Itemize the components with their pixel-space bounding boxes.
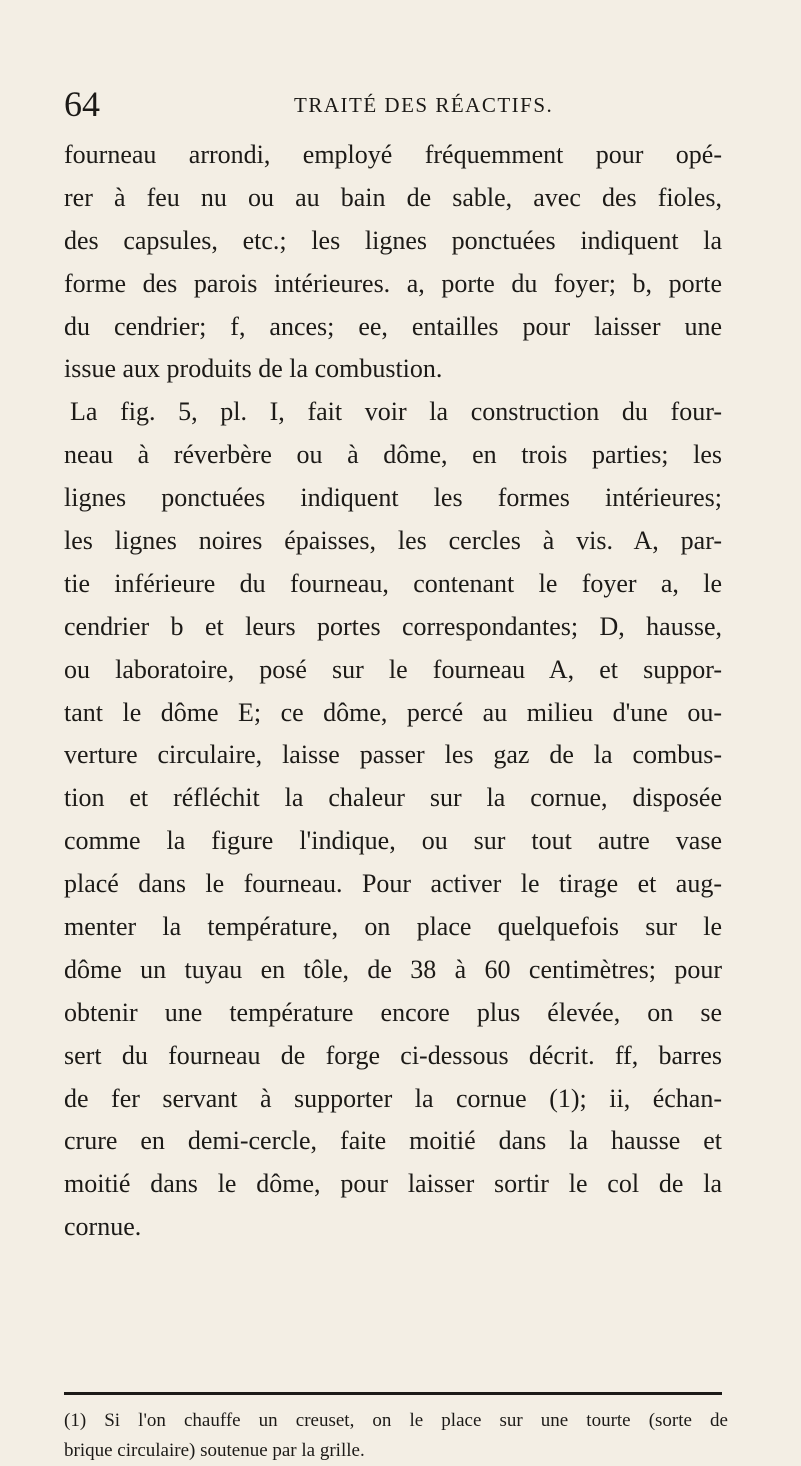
text-line: sert du fourneau de forge ci-dessous décrit. ff, barres xyxy=(64,1040,722,1070)
running-title: TRAITÉ DES RÉACTIFS. xyxy=(294,93,554,117)
text-line: placé dans le fourneau. Pour activer le tirage et aug- xyxy=(64,869,722,899)
text-line: cendrier b et leurs portes correspondantes; D, hausse, xyxy=(64,611,722,641)
text-line: moitié dans le dôme, pour laisser sortir le col de la xyxy=(64,1169,722,1199)
text-line: forme des parois intérieures. a, porte du foyer; b, porte xyxy=(64,268,722,298)
page-number: 64 xyxy=(64,84,100,124)
text-line: rer à feu nu ou au bain de sable, avec des fioles, xyxy=(64,182,722,212)
text-line: lignes ponctuées indiquent les formes intérieures; xyxy=(64,483,722,513)
text-line: les lignes noires épaisses, les cercles à vis. A, par- xyxy=(64,526,722,556)
text-line: issue aux produits de la combustion. xyxy=(64,354,443,384)
body-text xyxy=(64,134,722,1249)
text-line: neau à réverbère ou à dôme, en trois parties; les xyxy=(64,440,722,470)
footnote xyxy=(64,1406,728,1466)
footnote-divider xyxy=(64,1392,722,1395)
text-line: comme la figure l'indique, ou sur tout autre vase xyxy=(64,826,722,856)
text-line: cornue. xyxy=(64,1212,142,1242)
text-line: obtenir une température encore plus élevée, on se xyxy=(64,997,722,1027)
text-line: des capsules, etc.; les lignes ponctuées indiquent la xyxy=(64,225,722,255)
text-line: de fer servant à supporter la cornue (1); ii, échan- xyxy=(64,1083,722,1113)
text-line: dôme un tuyau en tôle, de 38 à 60 centimètres; pour xyxy=(64,954,722,984)
text-line: tion et réfléchit la chaleur sur la cornue, disposée xyxy=(64,783,722,813)
footnote-line: brique circulaire) soutenue par la grille. xyxy=(64,1440,365,1461)
text-line: crure en demi-cercle, faite moitié dans la hausse et xyxy=(64,1126,722,1156)
footnote-line: (1) Si l'on chauffe un creuset, on le place sur une tourte (sorte de xyxy=(64,1410,728,1431)
page-header xyxy=(64,84,684,124)
text-line: verture circulaire, laisse passer les gaz de la combus- xyxy=(64,740,722,770)
text-line: menter la température, on place quelquefois sur le xyxy=(64,912,722,942)
text-line: fourneau arrondi, employé fréquemment pour opé- xyxy=(64,140,722,169)
text-line: tant le dôme E; ce dôme, percé au milieu d'une ou- xyxy=(64,697,722,727)
text-line: ou laboratoire, posé sur le fourneau A, et suppor- xyxy=(64,654,722,684)
text-line: du cendrier; f, ances; ee, entailles pour laisser une xyxy=(64,311,722,341)
text-line: tie inférieure du fourneau, contenant le foyer a, le xyxy=(64,568,722,598)
text-line: La fig. 5, pl. I, fait voir la construction du four- xyxy=(70,397,722,427)
